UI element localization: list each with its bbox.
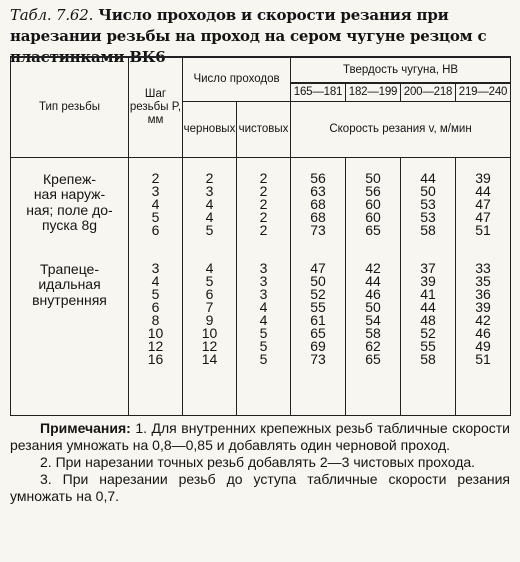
table-cell: 44 [420,169,436,186]
table-cell: 5 [151,208,160,225]
cutting-data-table [10,56,511,416]
table-cell: 12 [147,337,164,354]
header-cutting-speed: Скорость резания v, м/мин [291,101,511,157]
table-cell: 5 [151,285,160,302]
table-cell: 4 [259,298,268,315]
table-body [11,157,511,416]
table-cell: 39 [475,298,491,315]
notes-heading: Примечания: [40,420,131,436]
table-cell: 10 [147,324,164,341]
header-finish-passes: чистовых [237,101,291,157]
table-cell: 5 [205,221,214,238]
table-cell: 69 [310,337,326,354]
table-cell: 3 [151,182,160,199]
table-cell: 50 [420,182,436,199]
table-cell: 9 [205,311,214,328]
table-cell: 54 [365,311,381,328]
table-cell: 5 [205,272,214,289]
table-cell: 5 [259,350,268,367]
table-cell: 53 [420,195,436,212]
table-cell: 58 [420,221,436,238]
table-cell: 4 [205,259,214,276]
notes [10,420,510,505]
note-2: 2. При нарезании точных резьб добавлять 2—3 чистовых прохода. [40,454,476,470]
table-cell: 44 [365,272,381,289]
table-cell: 2 [259,169,268,186]
finish-passes-column [237,157,291,416]
header-hardness-range: 200—218 [401,83,456,101]
table-cell: 6 [151,221,160,238]
table-cell: 65 [310,324,326,341]
header-hardness: Твердость чугуна, HB [291,57,511,83]
table-cell: 50 [310,272,326,289]
pitch-column [129,157,183,416]
table-cell: 63 [310,182,326,199]
table-cell: 2 [205,169,214,186]
table-cell: 33 [475,259,491,276]
table-cell: 6 [151,298,160,315]
table-cell: 49 [475,337,491,354]
table-cell: 7 [205,298,214,315]
thread-type-column [11,157,129,416]
table-cell: 58 [420,350,436,367]
table-caption: Число проходов и скорости резания при нарезании резьбы на проход на сером чугуне резцом с пластинками ВК6 [10,6,487,66]
table-cell: 46 [475,324,491,341]
table-cell: 3 [151,259,160,276]
rough-passes-column [183,157,237,416]
table-cell: 47 [475,195,491,212]
table-cell: 44 [475,182,491,199]
table-cell: 2 [259,221,268,238]
table-cell: 60 [365,208,381,225]
table-cell: 2 [259,182,268,199]
header-hardness-range: 219—240 [456,83,511,101]
header-pitch: Шаг резьбы P, мм [129,57,183,157]
header-passes: Число проходов [183,57,291,101]
header-hardness-range: 182—199 [346,83,401,101]
header-hardness-range: 165—181 [291,83,346,101]
table-cell: 3 [205,182,214,199]
table-cell: 4 [205,195,214,212]
table-cell: 52 [420,324,436,341]
table-cell: 50 [365,169,381,186]
table-cell: 39 [420,272,436,289]
table-cell: 56 [310,169,326,186]
table-cell: 2 [259,195,268,212]
table-cell: 55 [310,298,326,315]
table-cell: 56 [365,182,381,199]
note-3: 3. При нарезании резьб до уступа табличные скорости резания умножать на 0,7. [10,471,510,504]
table-cell: 62 [365,337,381,354]
speed-column-200-218 [401,157,456,416]
header-rough-passes: черновых [183,101,237,157]
table-cell: 50 [365,298,381,315]
table-cell: 36 [475,285,491,302]
table-cell: 44 [420,298,436,315]
table-cell: 4 [151,195,160,212]
speed-column-165-181 [291,157,346,416]
table-cell: 48 [420,311,436,328]
table-cell: 3 [259,285,268,302]
table-label: Табл. 7.62. [10,6,94,24]
table-cell: 46 [365,285,381,302]
table-cell: 42 [475,311,491,328]
table-cell: 41 [420,285,436,302]
table-cell: 68 [310,208,326,225]
table-cell: 51 [475,350,491,367]
table-cell: 3 [259,272,268,289]
table-cell: 6 [205,285,214,302]
table-cell: 16 [147,350,164,367]
thread-type-name: Трапеце- идальная внутренняя [32,260,107,308]
table-cell: 4 [205,208,214,225]
table-cell: 51 [475,221,491,238]
speed-column-182-199 [346,157,401,416]
table-cell: 58 [365,324,381,341]
table-cell: 2 [259,208,268,225]
note-1: Примечания: 1. Для внутренних крепежных резьб табличные скорости резания умножать на 0,8—0,85 и добавлять один черновой проход. [10,420,510,453]
table-cell: 12 [201,337,218,354]
table-cell: 35 [475,272,491,289]
table-cell: 73 [310,350,326,367]
speed-column-219-240 [456,157,511,416]
table-cell: 10 [201,324,218,341]
table-cell: 5 [259,337,268,354]
table-cell: 68 [310,195,326,212]
table-cell: 47 [310,259,326,276]
table-cell: 47 [475,208,491,225]
table-cell: 2 [151,169,160,186]
table-cell: 52 [310,285,326,302]
thread-type-name: Крепеж- ная наруж- ная; поле до- пуска 8g [26,170,113,233]
table-cell: 60 [365,195,381,212]
table-cell: 8 [151,311,160,328]
table-cell: 3 [259,259,268,276]
table-cell: 4 [151,272,160,289]
table-cell: 55 [420,337,436,354]
table-cell: 42 [365,259,381,276]
table-cell: 37 [420,259,436,276]
table-cell: 4 [259,311,268,328]
table-cell: 65 [365,350,381,367]
table-cell: 5 [259,324,268,341]
header-thread-type: Тип резьбы [11,57,129,157]
table-cell: 39 [475,169,491,186]
table-cell: 65 [365,221,381,238]
table-cell: 61 [310,311,326,328]
table-cell: 73 [310,221,326,238]
table-cell: 14 [201,350,218,367]
table-cell: 53 [420,208,436,225]
